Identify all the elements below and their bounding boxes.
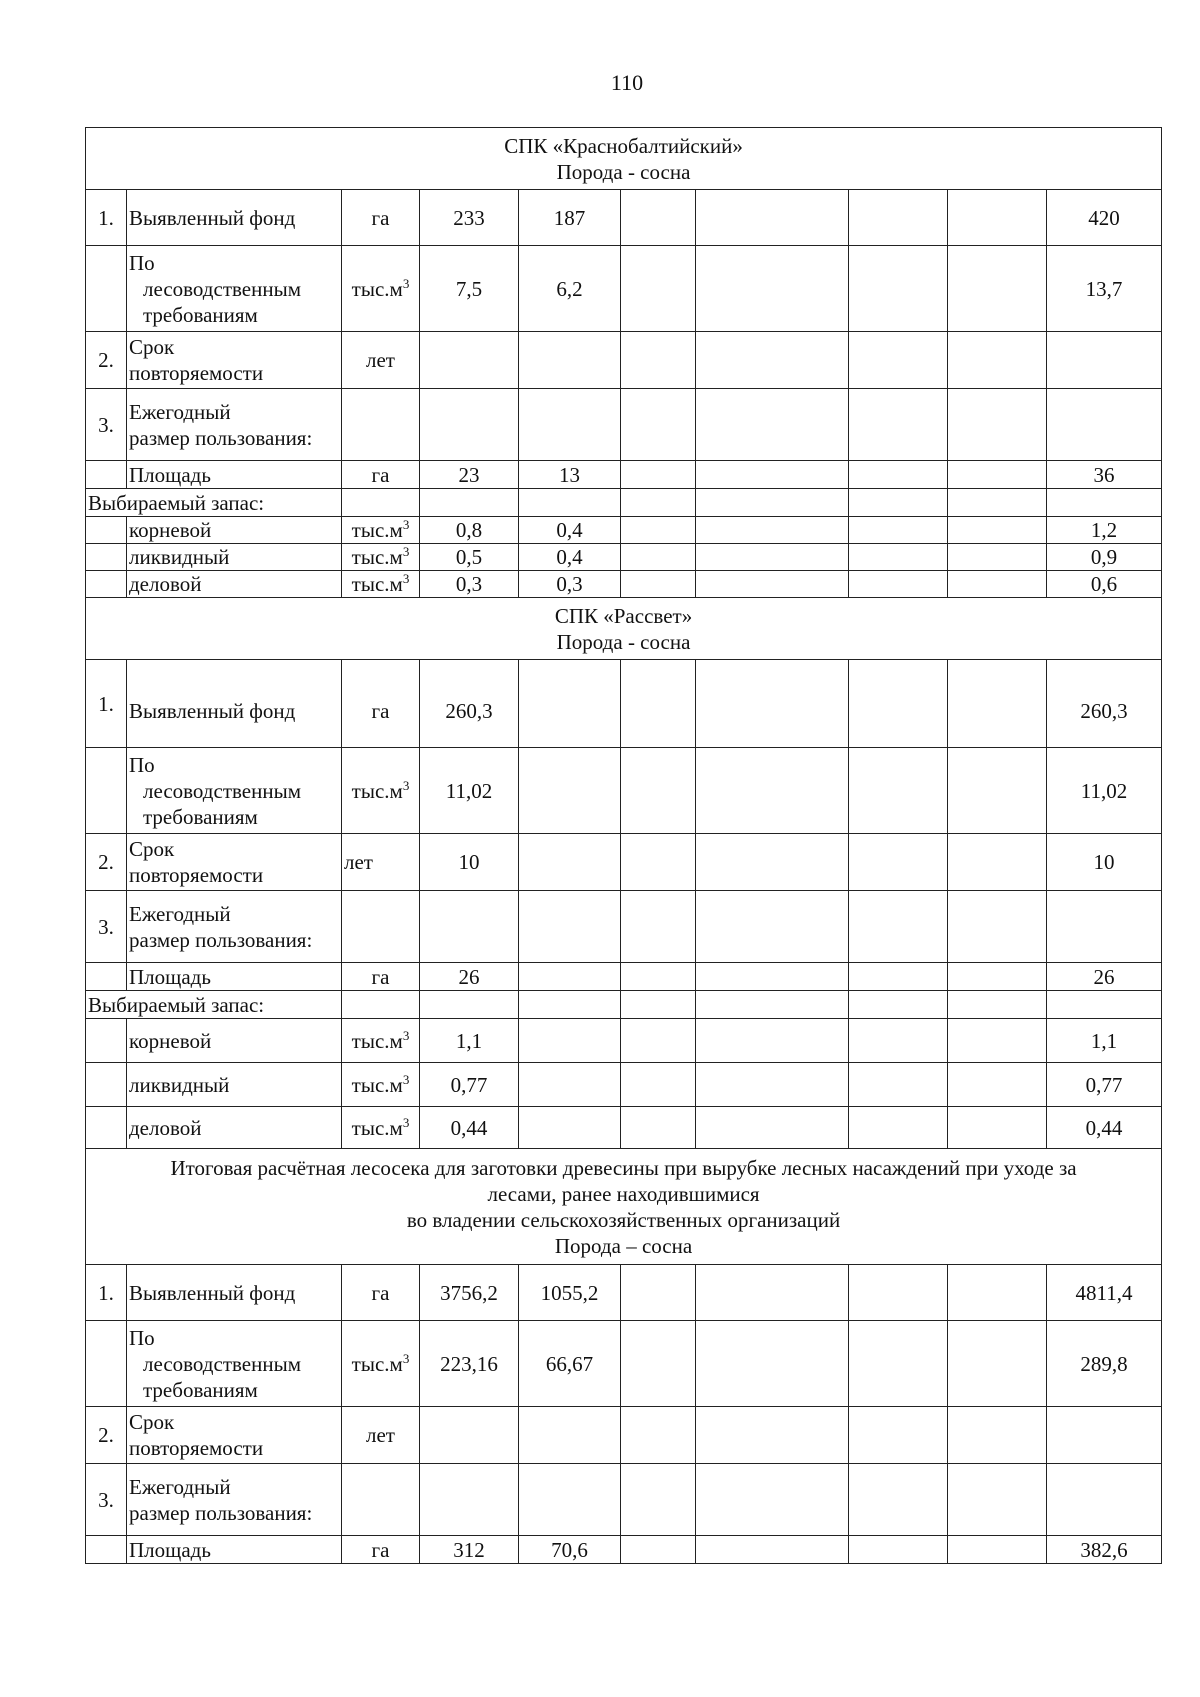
empty-cell [849, 991, 948, 1019]
empty-cell [621, 963, 696, 991]
empty-cell [86, 544, 127, 571]
page-number: 110 [610, 70, 644, 95]
empty-cell [696, 1019, 849, 1063]
empty-cell [342, 991, 420, 1019]
empty-cell [849, 748, 948, 834]
empty-cell [519, 489, 621, 517]
unit-cell: $тыс.м^3$ [342, 1019, 420, 1063]
empty-cell [849, 963, 948, 991]
row-label: Площадь [127, 963, 342, 991]
empty-cell [696, 389, 849, 461]
table-row [86, 246, 1162, 332]
empty-cell [849, 1321, 948, 1407]
row-number: 2. [86, 332, 127, 389]
empty-cell [948, 1464, 1047, 1536]
table-row [86, 517, 1162, 544]
unit-cell: га [342, 1265, 420, 1321]
unit-cell: $тыс.м^3$ [342, 1321, 420, 1407]
breed-name: Порода - сосна [556, 159, 691, 184]
empty-cell [696, 1536, 849, 1564]
empty-cell [849, 1464, 948, 1536]
total-cell: 11,02 [1047, 748, 1162, 834]
empty-cell [696, 1265, 849, 1321]
row-label: Площадь [127, 461, 342, 489]
empty-cell [849, 544, 948, 571]
org-name: СПК «Рассвет» [554, 603, 693, 628]
empty-cell [948, 834, 1047, 891]
table-row [86, 1265, 1162, 1321]
row-number: 1. [86, 660, 127, 748]
empty-cell [621, 660, 696, 748]
table-row [86, 660, 1162, 748]
empty-cell [696, 517, 849, 544]
empty-cell [621, 332, 696, 389]
empty-cell [696, 1407, 849, 1464]
empty-cell [86, 1063, 127, 1107]
empty-cell [948, 1265, 1047, 1321]
empty-cell [621, 1019, 696, 1063]
empty-cell [342, 1464, 420, 1536]
empty-cell [948, 963, 1047, 991]
unit-cell: $тыс.м^3$ [342, 544, 420, 571]
value-cell: 0,4 [519, 517, 621, 544]
empty-cell [948, 748, 1047, 834]
value-cell [519, 1019, 621, 1063]
table-row [86, 461, 1162, 489]
value-cell: 23 [420, 461, 519, 489]
unit-cell: га [342, 660, 420, 748]
table-row [86, 332, 1162, 389]
value-cell: 0,77 [420, 1063, 519, 1107]
value-cell: 0,3 [420, 571, 519, 598]
empty-cell [948, 660, 1047, 748]
section-header [86, 598, 1162, 660]
row-label: Срок повторяемости [127, 332, 342, 389]
empty-cell [948, 1407, 1047, 1464]
empty-cell [948, 190, 1047, 246]
empty-cell [696, 1107, 849, 1149]
empty-cell [696, 891, 849, 963]
row-number: 2. [86, 834, 127, 891]
row-label: ликвидный [127, 544, 342, 571]
stock-label: Выбираемый запас: [86, 991, 342, 1019]
unit-cell: га [342, 190, 420, 246]
empty-cell [696, 190, 849, 246]
row-label: ликвидный [127, 1063, 342, 1107]
total-cell: 0,6 [1047, 571, 1162, 598]
breed-name: Порода – сосна [554, 1233, 693, 1258]
empty-cell [849, 1107, 948, 1149]
empty-cell [948, 246, 1047, 332]
empty-cell [420, 389, 519, 461]
value-cell: 13 [519, 461, 621, 489]
value-cell: 10 [420, 834, 519, 891]
org-name: СПК «Краснобалтийский» [504, 133, 743, 158]
section-header [86, 128, 1162, 190]
empty-cell [849, 190, 948, 246]
empty-cell [849, 1019, 948, 1063]
row-label: деловой [127, 571, 342, 598]
empty-cell [86, 461, 127, 489]
value-cell: 11,02 [420, 748, 519, 834]
empty-cell [621, 991, 696, 1019]
unit-cell: $тыс.м^3$ [342, 1107, 420, 1149]
empty-cell [696, 963, 849, 991]
empty-cell [86, 748, 127, 834]
total-cell: 1,1 [1047, 1019, 1162, 1063]
value-cell [519, 748, 621, 834]
total-cell: 382,6 [1047, 1536, 1162, 1564]
empty-cell [342, 389, 420, 461]
empty-cell [519, 1407, 621, 1464]
row-number: 2. [86, 1407, 127, 1464]
row-label: Выявленный фонд [127, 190, 342, 246]
empty-cell [849, 461, 948, 489]
empty-cell [621, 748, 696, 834]
row-label: По лесоводственным требованиям [127, 246, 342, 332]
empty-cell [849, 891, 948, 963]
value-cell: 66,67 [519, 1321, 621, 1407]
value-cell [420, 332, 519, 389]
table-row [86, 1321, 1162, 1407]
unit-cell: $тыс.м^3$ [342, 246, 420, 332]
total-cell: 1,2 [1047, 517, 1162, 544]
total-cell: 420 [1047, 190, 1162, 246]
empty-cell [948, 1063, 1047, 1107]
value-cell [420, 1407, 519, 1464]
unit-cell: лет [342, 332, 420, 389]
empty-cell [849, 1536, 948, 1564]
table-row [86, 544, 1162, 571]
total-cell: 0,44 [1047, 1107, 1162, 1149]
value-cell: 1055,2 [519, 1265, 621, 1321]
value-cell: 26 [420, 963, 519, 991]
total-cell: 260,3 [1047, 660, 1162, 748]
value-cell [519, 963, 621, 991]
total-cell: 26 [1047, 963, 1162, 991]
empty-cell [696, 489, 849, 517]
empty-cell [86, 1321, 127, 1407]
row-number: 1. [86, 190, 127, 246]
table-row [86, 489, 1162, 517]
empty-cell [621, 389, 696, 461]
empty-cell [696, 571, 849, 598]
value-cell: 260,3 [420, 660, 519, 748]
empty-cell [1047, 891, 1162, 963]
empty-cell [621, 571, 696, 598]
empty-cell [519, 332, 621, 389]
row-label: Выявленный фонд [127, 1265, 342, 1321]
unit-cell: $тыс.м^3$ [342, 517, 420, 544]
table-row [86, 963, 1162, 991]
value-cell [519, 1107, 621, 1149]
value-cell: 0,8 [420, 517, 519, 544]
empty-cell [519, 834, 621, 891]
empty-cell [948, 461, 1047, 489]
total-cell: 13,7 [1047, 246, 1162, 332]
total-cell: 36 [1047, 461, 1162, 489]
section-header [86, 1149, 1162, 1265]
table-row [86, 748, 1162, 834]
summary-title-line: во владении сельскохозяйственных организаций [406, 1207, 841, 1232]
summary-title-line: Итоговая расчётная лесосека для заготовки древесины при вырубке лесных насаждений при уходе за [170, 1155, 1077, 1180]
unit-cell: лет [342, 834, 420, 891]
value-cell: 233 [420, 190, 519, 246]
row-label: По лесоводственным требованиям [127, 1321, 342, 1407]
empty-cell [621, 1407, 696, 1464]
value-cell: 1,1 [420, 1019, 519, 1063]
empty-cell [519, 991, 621, 1019]
empty-cell [621, 517, 696, 544]
table-row [86, 389, 1162, 461]
row-label: Ежегодный размер пользования: [127, 389, 342, 461]
table-row [86, 1536, 1162, 1564]
table-row [86, 991, 1162, 1019]
value-cell: 7,5 [420, 246, 519, 332]
empty-cell [621, 891, 696, 963]
empty-cell [849, 389, 948, 461]
empty-cell [342, 489, 420, 517]
value-cell: 0,5 [420, 544, 519, 571]
row-label: Ежегодный размер пользования: [127, 891, 342, 963]
empty-cell [420, 891, 519, 963]
stock-label: Выбираемый запас: [86, 489, 342, 517]
value-cell: 70,6 [519, 1536, 621, 1564]
empty-cell [86, 246, 127, 332]
empty-cell [86, 1536, 127, 1564]
table-row [86, 190, 1162, 246]
empty-cell [849, 571, 948, 598]
table-row [86, 1063, 1162, 1107]
empty-cell [696, 834, 849, 891]
total-cell: 289,8 [1047, 1321, 1162, 1407]
empty-cell [948, 991, 1047, 1019]
value-cell: 312 [420, 1536, 519, 1564]
total-cell: 10 [1047, 834, 1162, 891]
empty-cell [849, 517, 948, 544]
empty-cell [621, 1321, 696, 1407]
empty-cell [696, 748, 849, 834]
empty-cell [621, 1265, 696, 1321]
empty-cell [696, 246, 849, 332]
empty-cell [696, 660, 849, 748]
empty-cell [1047, 991, 1162, 1019]
empty-cell [621, 489, 696, 517]
empty-cell [1047, 389, 1162, 461]
empty-cell [621, 1107, 696, 1149]
table-row [86, 1464, 1162, 1536]
value-cell [519, 660, 621, 748]
summary-title-line: лесами, ранее находившимися [487, 1181, 760, 1206]
empty-cell [519, 891, 621, 963]
section-title [86, 128, 1162, 190]
empty-cell [849, 489, 948, 517]
empty-cell [948, 389, 1047, 461]
row-number: 3. [86, 1464, 127, 1536]
empty-cell [696, 991, 849, 1019]
row-number: 3. [86, 389, 127, 461]
row-label: корневой [127, 517, 342, 544]
total-cell: 0,77 [1047, 1063, 1162, 1107]
row-label: Выявленный фонд [127, 660, 342, 748]
row-label: деловой [127, 1107, 342, 1149]
value-cell: 0,4 [519, 544, 621, 571]
empty-cell [621, 1464, 696, 1536]
row-label: По лесоводственным требованиям [127, 748, 342, 834]
row-label: Ежегодный размер пользования: [127, 1464, 342, 1536]
total-cell: 4811,4 [1047, 1265, 1162, 1321]
empty-cell [621, 461, 696, 489]
table-row [86, 571, 1162, 598]
unit-cell: лет [342, 1407, 420, 1464]
empty-cell [948, 1321, 1047, 1407]
row-number: 1. [86, 1265, 127, 1321]
row-label: корневой [127, 1019, 342, 1063]
value-cell [519, 1063, 621, 1107]
empty-cell [621, 544, 696, 571]
value-cell: 187 [519, 190, 621, 246]
empty-cell [849, 332, 948, 389]
row-number: 3. [86, 891, 127, 963]
unit-cell: $тыс.м^3$ [342, 748, 420, 834]
empty-cell [696, 461, 849, 489]
empty-cell [849, 1265, 948, 1321]
value-cell: 0,3 [519, 571, 621, 598]
empty-cell [849, 834, 948, 891]
empty-cell [849, 1063, 948, 1107]
empty-cell [849, 246, 948, 332]
empty-cell [1047, 489, 1162, 517]
table-row [86, 834, 1162, 891]
breed-name: Порода - сосна [556, 629, 691, 654]
value-cell: 223,16 [420, 1321, 519, 1407]
value-cell: 3756,2 [420, 1265, 519, 1321]
empty-cell [342, 891, 420, 963]
empty-cell [948, 1107, 1047, 1149]
empty-cell [86, 1107, 127, 1149]
unit-cell: га [342, 963, 420, 991]
empty-cell [420, 1464, 519, 1536]
empty-cell [948, 891, 1047, 963]
empty-cell [948, 1536, 1047, 1564]
empty-cell [621, 1536, 696, 1564]
table-row [86, 1019, 1162, 1063]
empty-cell [420, 991, 519, 1019]
empty-cell [696, 1321, 849, 1407]
row-label: Срок повторяемости [127, 1407, 342, 1464]
empty-cell [1047, 1464, 1162, 1536]
table-row [86, 1107, 1162, 1149]
empty-cell [849, 1407, 948, 1464]
empty-cell [86, 963, 127, 991]
empty-cell [86, 517, 127, 544]
section-title [86, 598, 1162, 660]
value-cell: 6,2 [519, 246, 621, 332]
empty-cell [948, 571, 1047, 598]
empty-cell [948, 489, 1047, 517]
table-row [86, 891, 1162, 963]
total-cell [1047, 1407, 1162, 1464]
empty-cell [696, 1464, 849, 1536]
empty-cell [948, 544, 1047, 571]
unit-cell: га [342, 1536, 420, 1564]
row-label: Срок повторяемости [127, 834, 342, 891]
unit-cell: $тыс.м^3$ [342, 1063, 420, 1107]
empty-cell [519, 1464, 621, 1536]
table-row [86, 1407, 1162, 1464]
empty-cell [621, 190, 696, 246]
empty-cell [86, 571, 127, 598]
empty-cell [948, 332, 1047, 389]
forest-report-table [85, 127, 1162, 1564]
value-cell: 0,44 [420, 1107, 519, 1149]
empty-cell [621, 1063, 696, 1107]
section-title [86, 1149, 1162, 1265]
empty-cell [519, 389, 621, 461]
empty-cell [849, 660, 948, 748]
empty-cell [621, 246, 696, 332]
empty-cell [86, 1019, 127, 1063]
total-cell: 0,9 [1047, 544, 1162, 571]
empty-cell [420, 489, 519, 517]
total-cell [1047, 332, 1162, 389]
empty-cell [696, 544, 849, 571]
empty-cell [696, 1063, 849, 1107]
empty-cell [696, 332, 849, 389]
empty-cell [621, 834, 696, 891]
row-label: Площадь [127, 1536, 342, 1564]
empty-cell [948, 1019, 1047, 1063]
unit-cell: $тыс.м^3$ [342, 571, 420, 598]
unit-cell: га [342, 461, 420, 489]
empty-cell [948, 517, 1047, 544]
